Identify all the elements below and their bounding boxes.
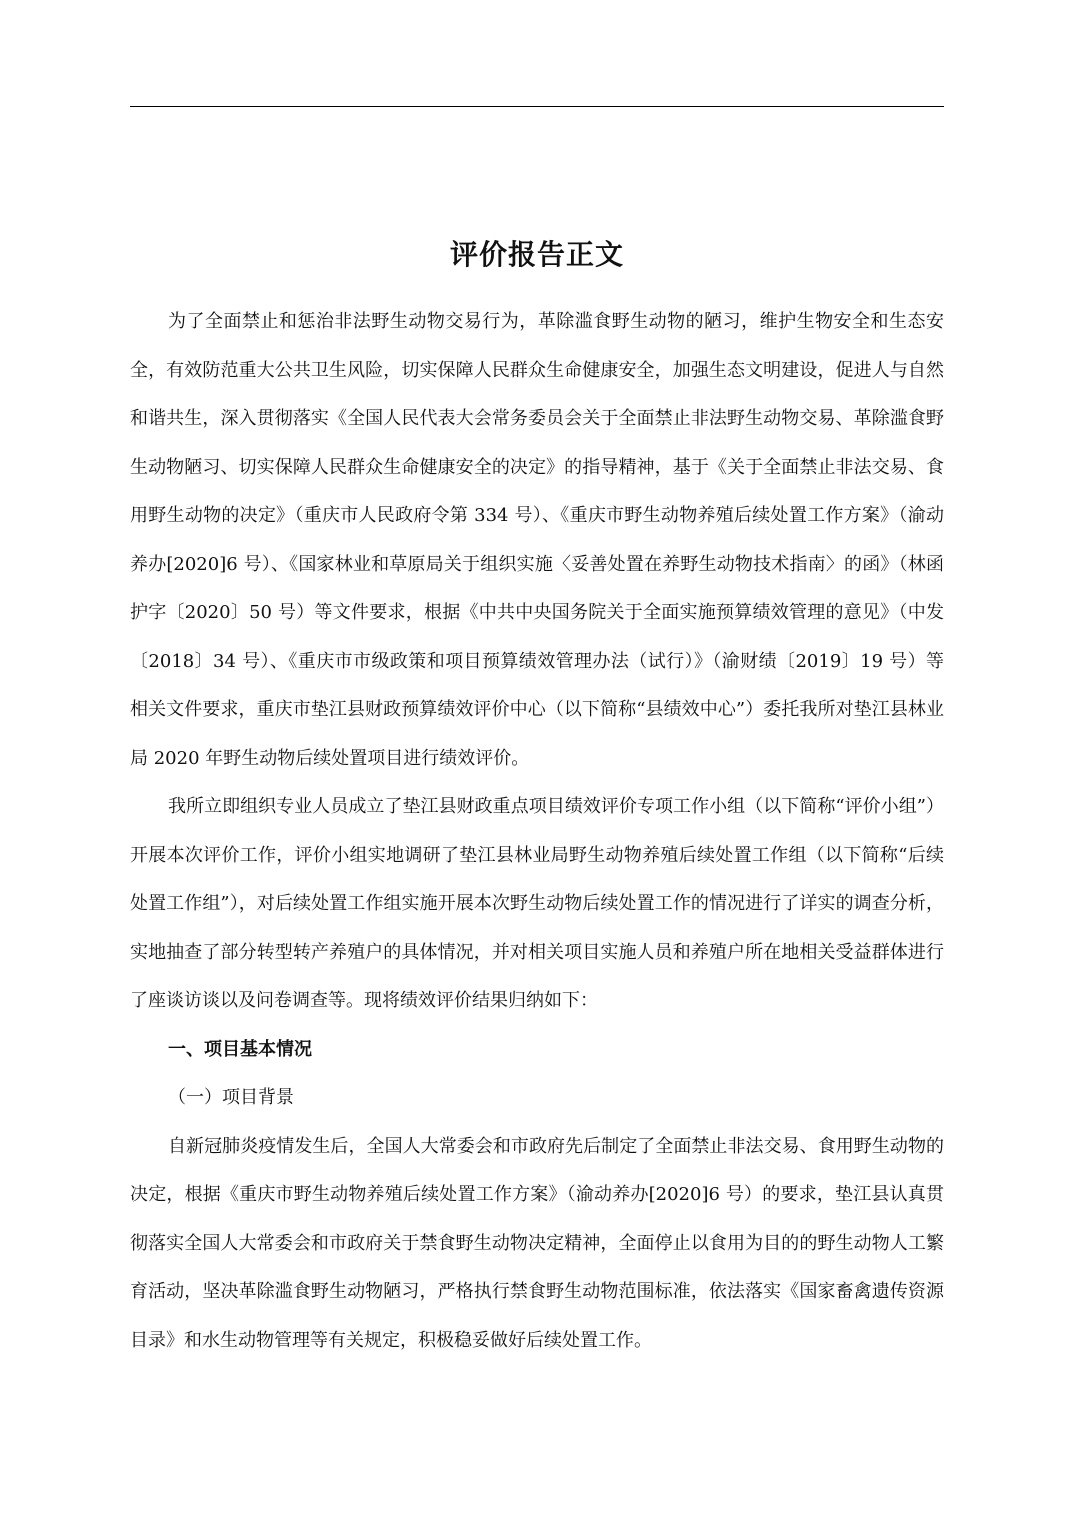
header-rule [130,106,944,107]
document-body [130,232,944,1365]
intro-paragraph: 为了全面禁止和惩治非法野生动物交易行为，革除滥食野生动物的陋习，维护生物安全和生态安全，有效防范重大公共卫生风险，切实保障人民群众生命健康安全，加强生态文明建设，促进人与自然和谐共生，深入贯彻落实《全国人民代表大会常务委员会关于全面禁止非法野生动物交易、革除滥食野生动物陋习、切实保障人民群众生命健康安全的决定》的指导精神，基于《关于全面禁止非法交易、食用野生动物的决定》（重庆市人民政府令第 334 号）、《重庆市野生动物养殖后续处置工作方案》（渝动养办[2020]6 号）、《国家林业和草原局关于组织实施〈妥善处置在养野生动物技术指南〉的函》（林函护字〔2020〕50 号）等文件要求，根据《中共中央国务院关于全面实施预算绩效管理的意见》（中发〔2018〕34 号）、《重庆市市级政策和项目预算绩效管理办法（试行）》（渝财绩〔2019〕19 号）等相关文件要求，重庆市垫江县财政预算绩效评价中心（以下简称“县绩效中心”）委托我所对垫江县林业局 2020 年野生动物后续处置项目进行绩效评价。 [130,311,944,769]
background-paragraph: 自新冠肺炎疫情发生后，全国人大常委会和市政府先后制定了全面禁止非法交易、食用野生动物的决定，根据《重庆市野生动物养殖后续处置工作方案》（渝动养办[2020]6 号）的要求，垫江县认真贯彻落实全国人大常委会和市政府关于禁食野生动物决定精神，全面停止以食用为目的的野生动物人工繁育活动，坚决革除滥食野生动物陋习，严格执行禁食野生动物范围标准，依法落实《国家畜禽遗传资源目录》和水生动物管理等有关规定，积极稳妥做好后续处置工作。 [130,1135,944,1351]
subsection-heading: （一）项目背景 [168,1087,294,1108]
method-paragraph: 我所立即组织专业人员成立了垫江县财政重点项目绩效评价专项工作小组（以下简称“评价小组”）开展本次评价工作，评价小组实地调研了垫江县林业局野生动物养殖后续处置工作组（以下简称“后续处置工作组”），对后续处置工作组实施开展本次野生动物后续处置工作的情况进行了详实的调查分析，实地抽查了部分转型转产养殖户的具体情况，并对相关项目实施人员和养殖户所在地相关受益群体进行了座谈访谈以及问卷调查等。现将绩效评价结果归纳如下： [130,796,944,1011]
section-heading: 一、项目基本情况 [168,1038,312,1060]
document-title: 评价报告正文 [449,238,624,271]
